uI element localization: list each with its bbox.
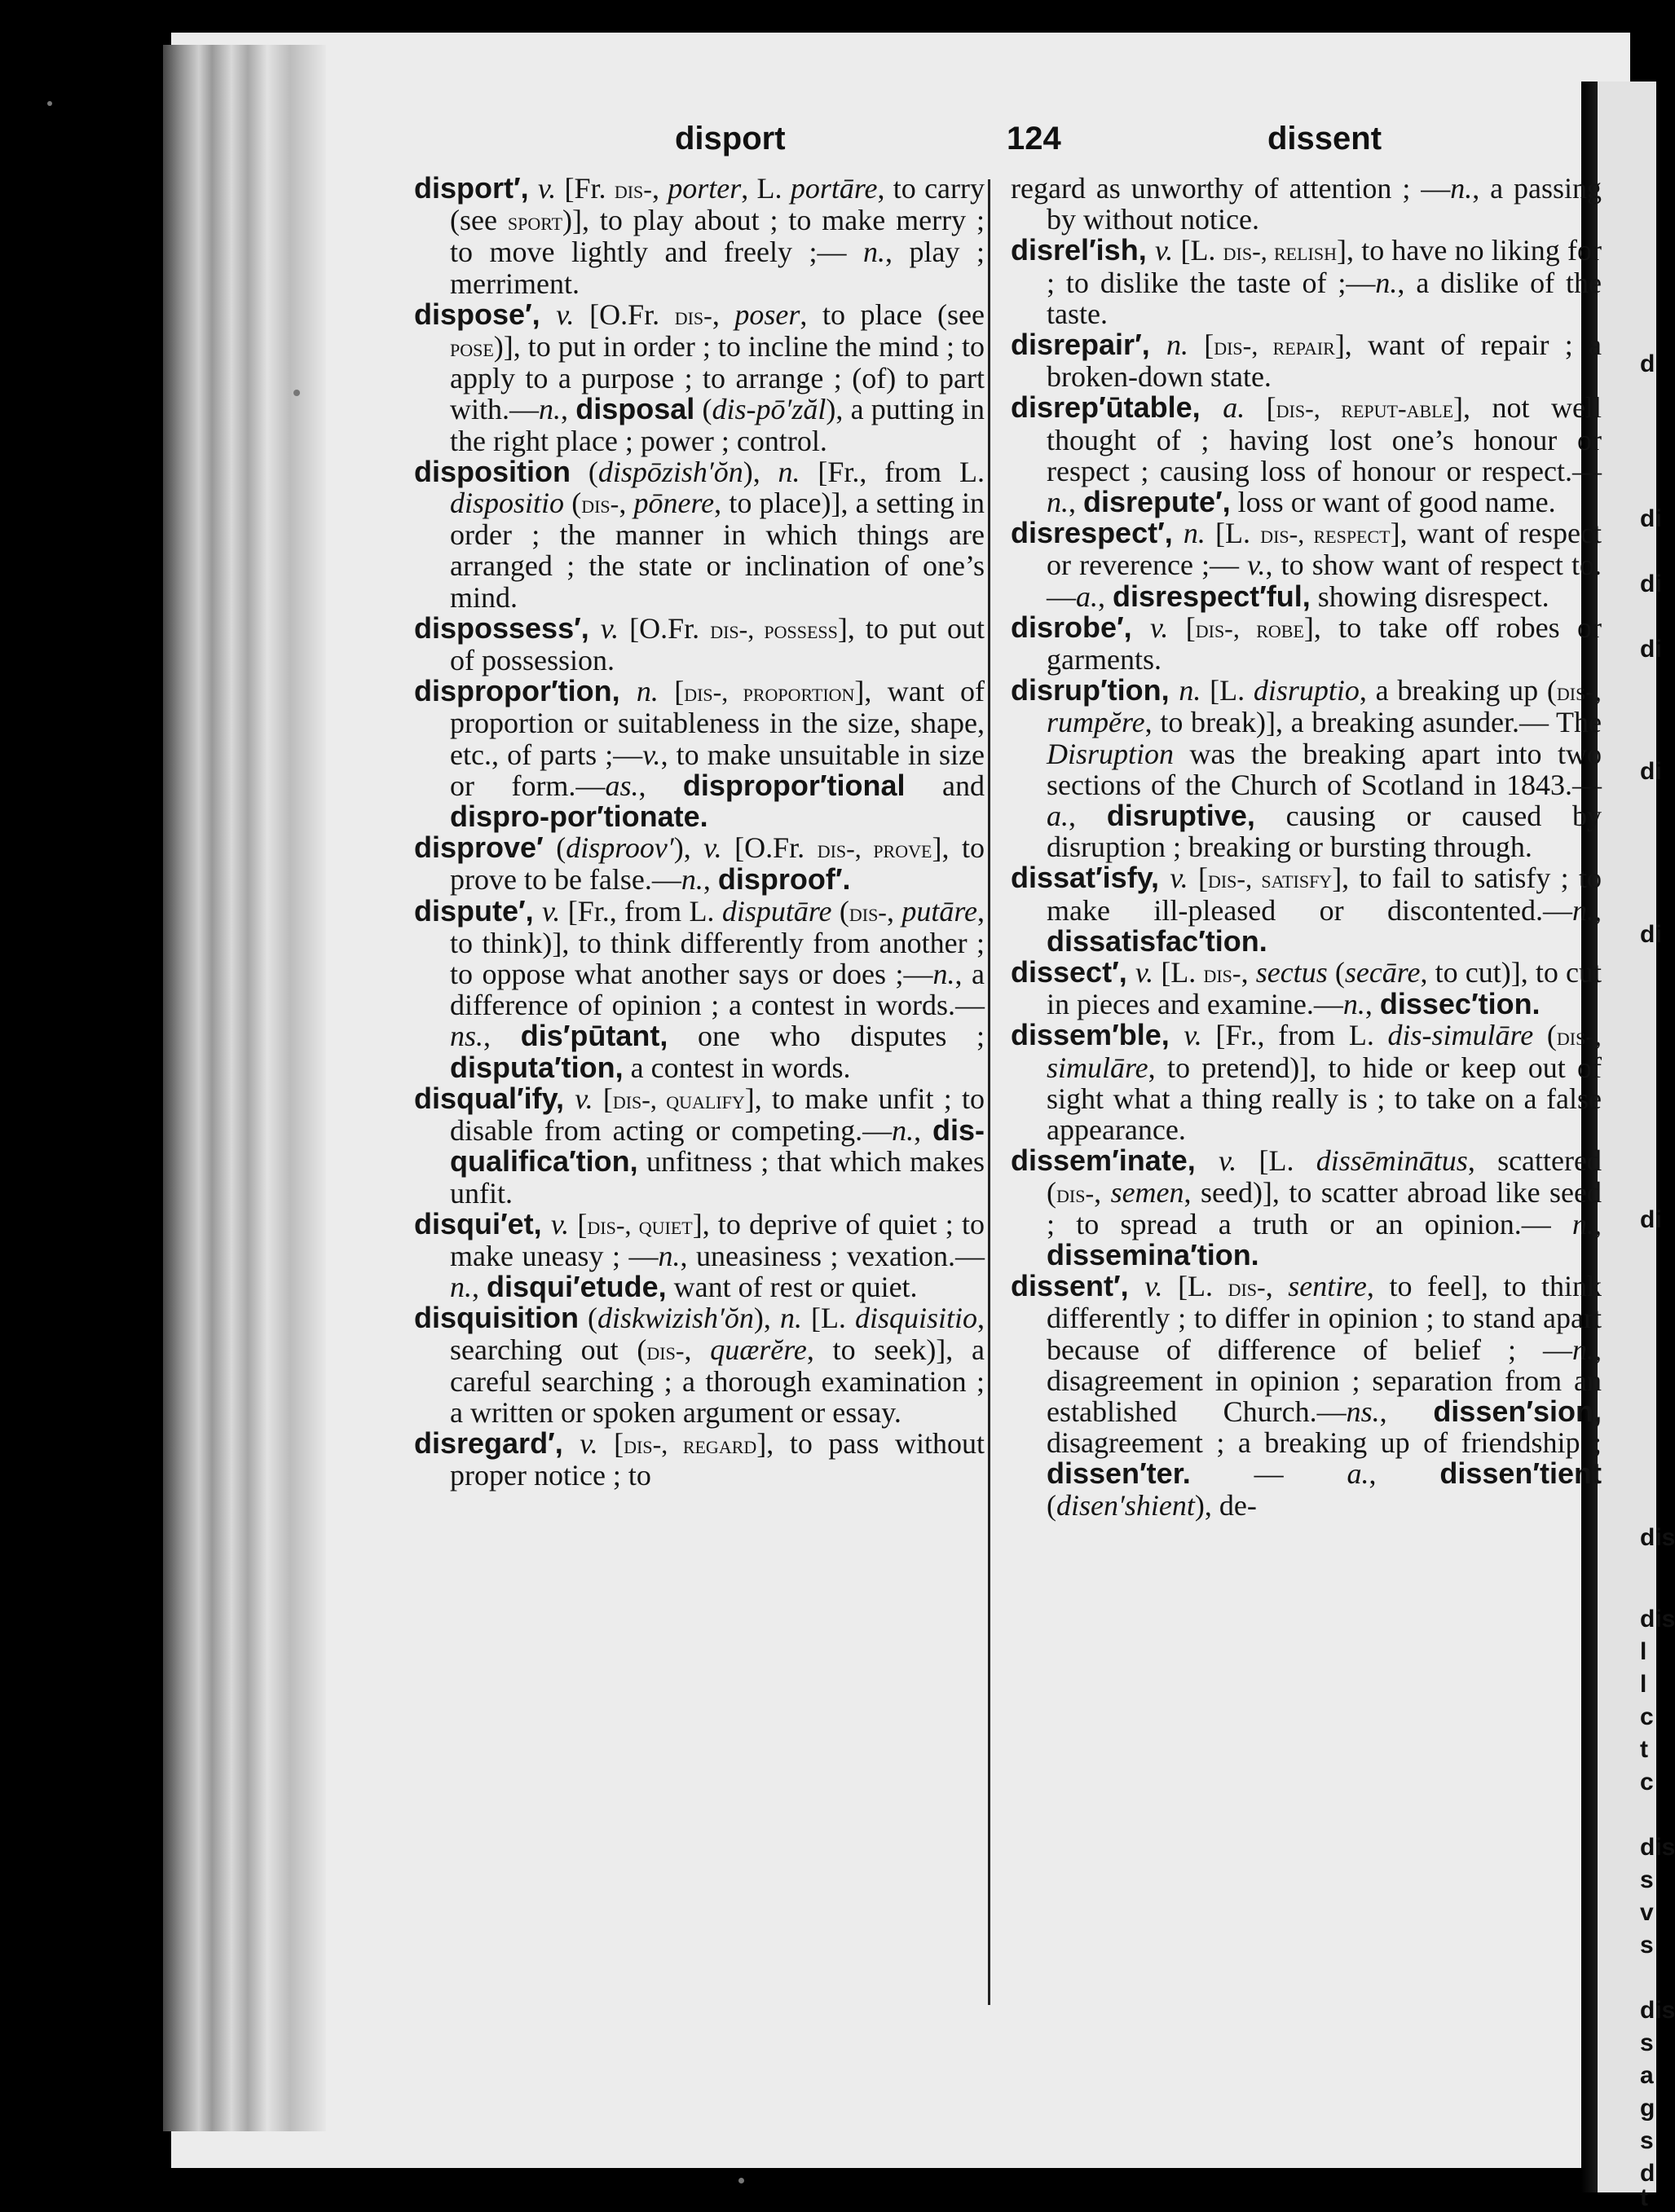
italic-text: disruptio — [1253, 674, 1360, 707]
definition-text: [O.Fr. — [574, 297, 675, 331]
facing-page-fragment: dis — [1640, 1606, 1675, 1633]
italic-text: v. — [1144, 1270, 1163, 1303]
dictionary-entry — [1011, 1271, 1602, 1521]
italic-text: rumpĕre — [1047, 706, 1145, 739]
definition-text: ], not well thought of ; having lost one’s honour or respect ; causing loss of honour or respect.— — [1047, 391, 1602, 487]
headword: disqui′etude, — [487, 1270, 667, 1304]
scan-speck — [738, 2178, 744, 2183]
small-caps-text: dis-, prove — [817, 834, 932, 864]
italic-text: n. — [932, 958, 955, 991]
definition-text: , — [651, 172, 668, 205]
definition-text: , — [1369, 1457, 1440, 1491]
italic-text: sentire — [1288, 1270, 1367, 1303]
italic-text: n. — [1572, 1207, 1594, 1240]
definition-text: [ — [1188, 328, 1214, 362]
definition-text: , — [1594, 1019, 1602, 1052]
definition-text: ], want of proportion or suitableness in the size, shape, etc., of parts ;— — [450, 675, 985, 771]
facing-page-fragment: d — [1640, 350, 1655, 377]
definition-text: ], to deprive of quiet ; to make uneasy ; — — [450, 1207, 985, 1272]
definition-text: , L. — [741, 172, 791, 205]
definition-text: , — [1069, 486, 1083, 519]
dictionary-entry — [414, 299, 985, 456]
small-caps-text: dis-, respect — [1260, 519, 1391, 549]
facing-page-fragment: dis — [1640, 1834, 1675, 1861]
definition-text: and — [905, 769, 985, 802]
definition-text: , a breaking up ( — [1359, 674, 1557, 707]
definition-text: causing or caused by disruption ; breaking or bursting through. — [1047, 800, 1602, 864]
definition-text: ], to take off robes or garments. — [1047, 610, 1602, 676]
italic-text: semen — [1110, 1175, 1184, 1209]
facing-page-fragment: di — [1640, 636, 1662, 663]
small-caps-text: dis- — [1556, 676, 1594, 707]
definition-text: ), de- — [1194, 1488, 1257, 1522]
italic-text: n. — [1179, 674, 1201, 707]
facing-page-fragment: di — [1640, 571, 1662, 597]
definition-text: [L. — [1201, 674, 1254, 707]
definition-text: [L. — [801, 1302, 855, 1335]
definition-text: [L. — [1162, 1270, 1228, 1303]
italic-text: dis-pō′zăl — [712, 393, 826, 426]
facing-page-fragment: a — [1640, 2062, 1654, 2089]
definition-text: ( — [543, 831, 566, 865]
italic-text: n. — [1375, 266, 1398, 299]
headword: disprove′ — [414, 831, 544, 865]
definition-text: [Fr. — [556, 172, 615, 205]
headword: disport′, — [414, 171, 538, 205]
definition-text: , — [886, 894, 902, 928]
book-binding-edge — [163, 45, 326, 2131]
facing-page-fragment: g — [1640, 2095, 1655, 2122]
dictionary-entry — [1011, 1145, 1602, 1271]
definition-text: [ — [658, 675, 685, 708]
italic-text: n. — [658, 1239, 681, 1272]
italic-text: quærĕre — [710, 1333, 807, 1366]
italic-text: n. — [1572, 1333, 1594, 1366]
facing-page-fragment: di — [1640, 505, 1662, 532]
headword: dis-qualifica′tion, — [450, 1113, 985, 1179]
small-caps-text: dis-, relish — [1223, 236, 1337, 267]
small-caps-text: dis- — [849, 897, 887, 927]
headword: disrobe′, — [1011, 610, 1151, 644]
headword: disposition — [414, 454, 571, 488]
small-caps-text: dis- — [581, 489, 619, 519]
dictionary-entry — [1011, 1020, 1602, 1145]
small-caps-text: dis- — [1056, 1178, 1095, 1208]
italic-text: diskwizish′ŏn — [597, 1302, 754, 1335]
headword: dissemina′tion. — [1047, 1237, 1259, 1271]
small-caps-text: dis-, possess — [710, 614, 838, 644]
italic-text: a. — [1347, 1457, 1369, 1491]
definition-text: ], to pass without proper notice ; to — [450, 1427, 985, 1492]
headword: dissem′inate, — [1011, 1143, 1219, 1178]
headword: dispossess′, — [414, 610, 601, 645]
small-caps-text: dis- — [614, 174, 652, 204]
headword: disposal — [575, 392, 695, 426]
dictionary-entry — [414, 1302, 985, 1428]
definition-text: , — [619, 487, 634, 520]
italic-text: dispōzish′ŏn — [597, 455, 743, 488]
small-caps-text: pose — [450, 333, 494, 363]
dictionary-entry — [1011, 612, 1602, 675]
facing-page-fragment: s — [1640, 1866, 1654, 1893]
definition-text: , to show want of respect to. — — [1047, 549, 1602, 613]
dictionary-entry — [414, 832, 985, 895]
running-head-left: disport — [675, 121, 786, 156]
definition-text: , — [1069, 800, 1107, 833]
italic-text: disquisitio — [854, 1302, 977, 1335]
headword: disrepair′, — [1011, 328, 1166, 362]
definition-text: , — [712, 297, 735, 331]
italic-text: n. — [539, 393, 562, 426]
dictionary-entry — [414, 610, 985, 677]
small-caps-text: dis-, qualify — [612, 1084, 745, 1114]
small-caps-text: dis-, satisfy — [1207, 864, 1333, 894]
definition-text: , — [1594, 674, 1602, 707]
definition-text: , — [561, 393, 576, 426]
small-caps-text: dis-, quiet — [587, 1210, 693, 1240]
dictionary-entry — [1011, 518, 1602, 612]
italic-text: v. — [580, 1427, 598, 1461]
definition-text: , — [638, 769, 683, 802]
italic-text: n. — [1047, 486, 1069, 519]
italic-text: a. — [1223, 391, 1245, 425]
definition-text: a contest in words. — [623, 1051, 851, 1084]
headword: disproof′. — [717, 862, 851, 897]
definition-text: , to break)], a breaking asunder.— The — [1144, 706, 1602, 739]
italic-text: v. — [1218, 1144, 1237, 1178]
italic-text: n. — [681, 863, 703, 897]
definition-text: , to place)], a setting in order ; the manner in which things are arranged ; the state or inclination of one’s mind. — [450, 487, 985, 614]
italic-text: putāre — [901, 894, 977, 928]
definition-text: , — [472, 1271, 487, 1304]
definition-text: ], to have no liking for ; to dislike the taste of ;— — [1047, 234, 1602, 299]
definition-text: unfitness ; that which makes unfit. — [450, 1145, 985, 1210]
small-caps-text: dis- — [1203, 958, 1241, 989]
definition-text: loss or want of good name. — [1230, 486, 1556, 519]
definition-text: ), — [673, 831, 704, 865]
definition-text: ], to fail to satisfy ; to make ill-pleased or discontented.— — [1047, 861, 1602, 927]
page-number: 124 — [1007, 121, 1061, 156]
small-caps-text: dis- — [646, 1335, 685, 1365]
definition-text: [ — [1188, 861, 1208, 895]
facing-page-fragment: s — [1640, 1932, 1654, 1959]
headword: dissec′tion. — [1379, 987, 1541, 1021]
headword: disruptive, — [1106, 799, 1255, 833]
headword: dissem′ble, — [1011, 1018, 1184, 1052]
italic-text: v. — [1154, 234, 1174, 267]
definition-text: , uneasiness ; vexation.— — [680, 1239, 985, 1272]
italic-text: v. — [556, 297, 575, 331]
definition-text: , searching out ( — [450, 1302, 985, 1366]
italic-text: v. — [703, 831, 722, 865]
headword: dispro-por′tionate. — [450, 800, 708, 834]
italic-text: v. — [1184, 1019, 1202, 1052]
headword: disrepute′, — [1083, 485, 1231, 519]
italic-text: n. — [892, 1114, 915, 1148]
facing-page-fragment: s — [1640, 2029, 1654, 2056]
italic-text: v. — [642, 738, 661, 771]
facing-page-fragment: l — [1640, 1671, 1647, 1698]
dictionary-entry — [1011, 392, 1602, 518]
facing-page-fragment: l — [1640, 1638, 1647, 1665]
dictionary-entry — [414, 456, 985, 613]
italic-text: n. — [779, 1302, 802, 1335]
definition-text: [L. — [1153, 956, 1204, 989]
definition-text: showing disrespect. — [1310, 579, 1549, 613]
headword: disqui′et, — [414, 1206, 551, 1240]
dictionary-entry — [1011, 173, 1602, 235]
definition-text: , — [703, 863, 718, 897]
facing-page-fragment: di — [1640, 921, 1662, 948]
definition-text: [ — [597, 1427, 624, 1461]
definition-text: )], to play about ; to make merry ; to move lightly and freely ;— — [450, 204, 985, 269]
headword: dis′pūtant, — [520, 1019, 668, 1053]
column-divider — [988, 179, 990, 2005]
small-caps-text: dis-, reput-able — [1276, 394, 1454, 424]
italic-text: v. — [600, 611, 619, 645]
italic-text: v. — [1247, 549, 1266, 582]
headword: disqual′ify, — [414, 1081, 575, 1115]
definition-text: [ — [569, 1207, 588, 1240]
definition-text: )], to put in order ; to incline the mind ; to apply to a purpose ; to arrange ; (of) to part with.— — [450, 330, 985, 426]
definition-text: , a difference of opinion ; a contest in words.— — [450, 958, 985, 1022]
definition-text: , — [1594, 1207, 1602, 1240]
definition-text: ( — [1533, 1019, 1557, 1052]
headword: dissen′tient — [1439, 1456, 1602, 1491]
headword: disrel′ish, — [1011, 233, 1155, 267]
definition-text: [O.Fr. — [619, 611, 711, 645]
italic-text: portāre — [790, 172, 878, 205]
definition-text: , disagreement in opinion ; separation from an established Church.— — [1047, 1333, 1602, 1428]
headword: disregard′, — [414, 1426, 580, 1461]
definition-text: ( — [564, 487, 582, 520]
headword: dissat′isfy, — [1011, 861, 1170, 895]
definition-text: , a dislike of the taste. — [1047, 266, 1602, 330]
facing-page-fragment: dis — [1640, 1997, 1675, 2024]
headword: disrup′tion, — [1011, 673, 1179, 707]
small-caps-text: dis-, repair — [1214, 331, 1335, 361]
italic-text: disputāre — [721, 894, 832, 928]
italic-text: a. — [1047, 800, 1069, 833]
running-head-right: dissent — [1267, 121, 1382, 156]
dictionary-entry — [414, 1206, 985, 1304]
definition-text: [ — [1245, 391, 1276, 425]
small-caps-text: dis- — [674, 300, 712, 330]
italic-text: v. — [550, 1207, 570, 1240]
definition-text: , — [914, 1114, 932, 1148]
italic-text: v. — [1135, 956, 1154, 989]
headword: dispute′, — [414, 893, 543, 928]
italic-text: as. — [605, 769, 639, 802]
definition-text: , — [1265, 1270, 1289, 1303]
definition-text: [L. — [1236, 1144, 1316, 1178]
italic-text: n. — [636, 675, 659, 708]
small-caps-text: dis- — [1556, 1021, 1595, 1051]
dictionary-entry — [414, 1428, 985, 1491]
definition-text: ], want of respect or reverence ;— — [1047, 517, 1602, 582]
small-caps-text: sport — [507, 206, 563, 236]
definition-text: , — [1094, 1175, 1111, 1209]
italic-text: dispositio — [450, 487, 565, 520]
italic-text: n. — [1166, 328, 1188, 362]
definition-text: want of rest or quiet. — [666, 1271, 918, 1304]
italic-text: pōnere — [633, 487, 715, 520]
italic-text: simulāre — [1047, 1051, 1148, 1084]
definition-text: [Fr., from L. — [560, 894, 722, 928]
dictionary-entry — [414, 676, 985, 832]
headword: dissen′ter. — [1047, 1456, 1191, 1491]
italic-text: n. — [863, 236, 885, 269]
definition-text: , play ; merriment. — [450, 236, 985, 300]
definition-text: ( — [1327, 956, 1345, 989]
definition-text: , — [684, 1333, 711, 1366]
definition-text: , to place (see — [800, 297, 985, 331]
definition-text: regard as unworthy of attention ; — — [1011, 172, 1451, 205]
small-caps-text: dis-, proportion — [684, 677, 855, 707]
definition-text: , — [1379, 1395, 1434, 1428]
definition-text: ), — [743, 455, 778, 488]
italic-text: dis-simulāre — [1387, 1019, 1534, 1052]
definition-text: [O.Fr. — [721, 831, 818, 865]
scan-speck — [293, 390, 300, 396]
italic-text: v. — [537, 172, 557, 205]
definition-text: ( — [694, 393, 712, 426]
italic-text: v. — [1170, 861, 1188, 895]
italic-text: porter — [668, 172, 742, 205]
headword: dispose′, — [414, 297, 557, 331]
headword: disrep′ūtable, — [1011, 390, 1223, 425]
dictionary-entry — [1011, 862, 1602, 957]
definition-text: , scattered ( — [1047, 1144, 1602, 1209]
headword: dissect′, — [1011, 955, 1135, 989]
facing-page-fragment: v — [1640, 1899, 1654, 1926]
definition-text: , to make unsuitable in size or form.— — [450, 738, 985, 802]
italic-text: n. — [778, 455, 800, 488]
definition-text: one who disputes ; — [668, 1020, 985, 1053]
definition-text: [ — [593, 1082, 613, 1115]
definition-text: ( — [831, 894, 849, 928]
small-caps-text: dis- — [1228, 1272, 1266, 1302]
facing-page-fragment: s — [1640, 2127, 1654, 2154]
italic-text: disen′shient — [1056, 1488, 1195, 1522]
small-caps-text: dis-, robe — [1195, 613, 1304, 643]
headword: dissatisfac′tion. — [1047, 923, 1267, 958]
italic-text: disproov′ — [566, 831, 674, 865]
headword: disrespect′, — [1011, 516, 1184, 550]
definition-text: ], want of repair ; a broken-down state. — [1047, 328, 1602, 394]
definition-text: was the breaking apart into two sections of the Church of Scotland in 1843.— — [1047, 737, 1602, 801]
italic-text: ns. — [450, 1020, 484, 1053]
italic-text: a. — [1076, 579, 1098, 613]
definition-text: ], to make unfit ; to disable from acting or competing.— — [450, 1082, 985, 1148]
definition-text: , — [483, 1020, 521, 1053]
italic-text: secāre — [1344, 956, 1421, 989]
definition-text: , to cut)], to cut in pieces and examine.— — [1047, 956, 1602, 1021]
headword: dissen′sion, — [1433, 1394, 1602, 1428]
definition-text: [L. — [1205, 517, 1261, 550]
italic-text: v. — [575, 1082, 593, 1115]
italic-text: n. — [1450, 172, 1473, 205]
definition-text: ], to put out of possession. — [450, 611, 985, 677]
small-caps-text: dis-, regard — [624, 1430, 757, 1460]
headword: dissent′, — [1011, 1269, 1145, 1303]
definition-text: , to seek)], a careful searching ; a thorough examination ; a written or spoken argument or essay. — [450, 1333, 985, 1429]
definition-text: , to think)], to think differently from another ; to oppose what another says or does ;— — [450, 894, 985, 991]
left-column — [414, 173, 985, 1492]
definition-text: disagreement ; a breaking up of friendship ; — [1047, 1426, 1602, 1460]
facing-page-fragment: t — [1640, 1736, 1648, 1763]
italic-text: n. — [1183, 517, 1206, 550]
definition-text: , — [1098, 579, 1113, 613]
definition-text: [L. — [1173, 234, 1223, 267]
definition-text: , to feel], to think differently ; to differ in opinion ; to stand apart because of difference of belief ; — — [1047, 1270, 1602, 1366]
definition-text: , — [1241, 956, 1256, 989]
facing-page-fragment: t — [1640, 2184, 1648, 2211]
dictionary-entry — [414, 893, 985, 1084]
dictionary-entry — [414, 1083, 985, 1209]
italic-text: ns. — [1346, 1395, 1380, 1428]
italic-text: sectus — [1255, 956, 1328, 989]
definition-text: , seed)], to scatter abroad like seed ; to spread a truth or an opinion.— — [1047, 1175, 1602, 1240]
definition-text: , to carry (see — [450, 172, 985, 237]
definition-text: ), a putting in the right place ; power ; control. — [450, 393, 985, 457]
right-column — [1011, 173, 1602, 1521]
definition-text: [Fr., from L. — [800, 455, 985, 488]
dictionary-entry — [1011, 957, 1602, 1020]
definition-text: ], to prove to be false.— — [450, 831, 985, 897]
scan-speck — [47, 101, 52, 106]
facing-page-fragment: dis — [1640, 1524, 1675, 1551]
facing-page-fragment: c — [1640, 1769, 1654, 1796]
headword: disputa′tion, — [450, 1050, 624, 1084]
definition-text: ( — [1047, 1488, 1056, 1522]
facing-page-fragment: d — [1640, 2160, 1655, 2187]
definition-text: , to pretend)], to hide or keep out of sight what a thing really is ; to take on a false appearance. — [1047, 1051, 1602, 1147]
italic-text: poser — [734, 297, 800, 331]
headword: dispropor′tional — [682, 768, 906, 802]
facing-page-fragment: di — [1640, 758, 1662, 785]
dictionary-entry — [414, 173, 985, 299]
definition-text: ( — [571, 455, 598, 488]
italic-text: n. — [1572, 893, 1594, 927]
italic-text: dissēminātus — [1316, 1144, 1468, 1178]
definition-text: , a passing by without notice. — [1047, 172, 1602, 236]
definition-text: [Fr., from L. — [1201, 1019, 1388, 1052]
dictionary-entry — [1011, 675, 1602, 862]
headword: disrespect′ful, — [1113, 579, 1311, 613]
italic-text: n. — [1342, 988, 1365, 1021]
italic-text: v. — [1150, 610, 1169, 644]
italic-text: v. — [542, 894, 561, 928]
definition-text: ( — [579, 1302, 598, 1335]
dictionary-entry — [1011, 329, 1602, 392]
facing-page-fragment: di — [1640, 1206, 1662, 1233]
definition-text: ), — [753, 1302, 780, 1335]
dictionary-entry — [1011, 235, 1602, 329]
definition-text: , — [1594, 893, 1602, 927]
headword: disquisition — [414, 1301, 579, 1335]
headword: dispropor′tion, — [414, 674, 637, 708]
definition-text: — — [1190, 1457, 1347, 1491]
facing-page-fragment: c — [1640, 1703, 1654, 1730]
italic-text: Disruption — [1047, 737, 1175, 770]
definition-text: , — [1364, 988, 1380, 1021]
italic-text: n. — [450, 1271, 472, 1304]
definition-text: [ — [1168, 610, 1196, 644]
